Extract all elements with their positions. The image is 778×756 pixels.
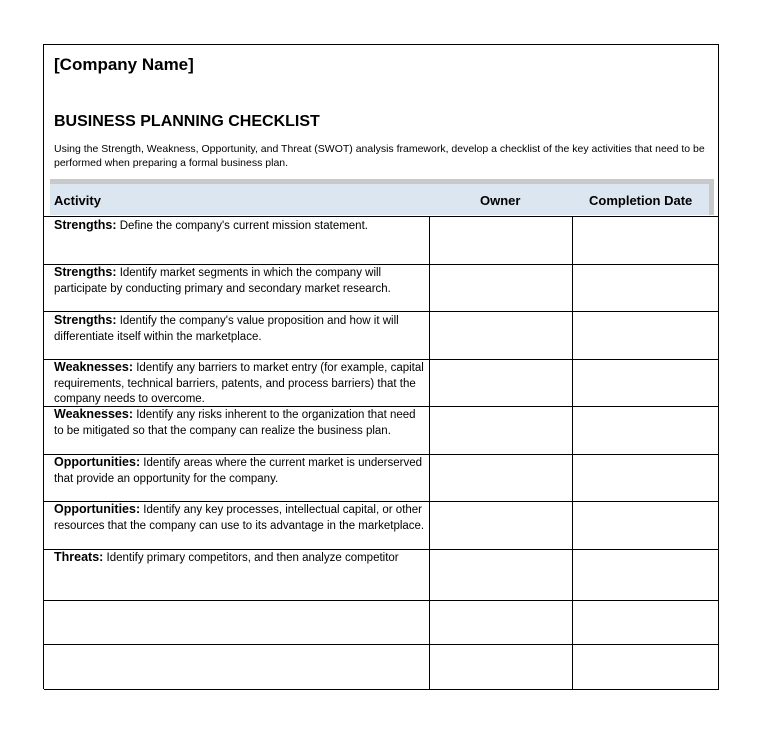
column-divider-date	[572, 216, 573, 690]
activity-label: Opportunities:	[54, 455, 141, 469]
activity-label: Threats:	[54, 550, 104, 564]
table-row	[44, 216, 719, 217]
activity-text: Identify market segments in which the company will participate by conducting primary and secondary market research.	[54, 267, 391, 295]
activity-text: Define the company's current mission statement.	[116, 220, 368, 232]
activity-label: Strengths:	[54, 265, 117, 279]
activity-label: Opportunities:	[54, 502, 141, 516]
activity-label: Weaknesses:	[54, 360, 133, 374]
activity-cell[interactable]	[54, 265, 428, 310]
column-header-owner: Owner	[480, 193, 521, 208]
table-bottom-border	[44, 689, 719, 690]
column-header-activity: Activity	[54, 193, 101, 208]
column-divider-owner	[429, 216, 430, 690]
activity-cell[interactable]	[54, 455, 428, 500]
activity-text: Identify any key processes, intellectual capital, or other resources that the company can use to its advantage in the marketplace.	[54, 504, 425, 532]
activity-cell[interactable]	[54, 602, 428, 642]
document-title: BUSINESS PLANNING CHECKLIST	[54, 113, 320, 130]
activity-text: Identify primary competitors, and then analyze competitor	[103, 552, 399, 564]
activity-cell[interactable]	[54, 313, 428, 358]
activity-cell[interactable]	[54, 360, 428, 406]
table-row	[44, 311, 719, 312]
table-row	[44, 644, 719, 645]
activity-text: Identify any barriers to market entry (for example, capital requirements, technical barriers, patents, and process barriers) that the company needs to overcome.	[54, 362, 424, 405]
column-header-completion-date: Completion Date	[589, 193, 693, 208]
activity-cell[interactable]	[54, 502, 428, 548]
activity-label: Strengths:	[54, 218, 117, 232]
activity-cell[interactable]	[54, 407, 428, 452]
company-name[interactable]: [Company Name]	[54, 55, 194, 74]
activity-text: Identify the company's value proposition and how it will differentiate itself within the marketplace.	[54, 315, 399, 343]
activity-text: Identify any risks inherent to the organization that need to be mitigated so that the company can realize the business plan.	[54, 409, 416, 437]
activity-cell[interactable]	[54, 218, 428, 263]
activity-cell[interactable]	[54, 646, 428, 686]
activity-cell[interactable]	[54, 550, 428, 598]
activity-label: Weaknesses:	[54, 407, 133, 421]
activity-label: Strengths:	[54, 313, 117, 327]
activity-text: Identify areas where the current market is underserved that provide an opportunity for the company.	[54, 457, 422, 485]
checklist-sheet	[43, 44, 719, 689]
table-row	[44, 600, 719, 601]
intro-text: Using the Strength, Weakness, Opportunity, and Threat (SWOT) analysis framework, develop a checklist of the key activities that need to be performed when preparing a formal business plan.	[54, 143, 705, 169]
